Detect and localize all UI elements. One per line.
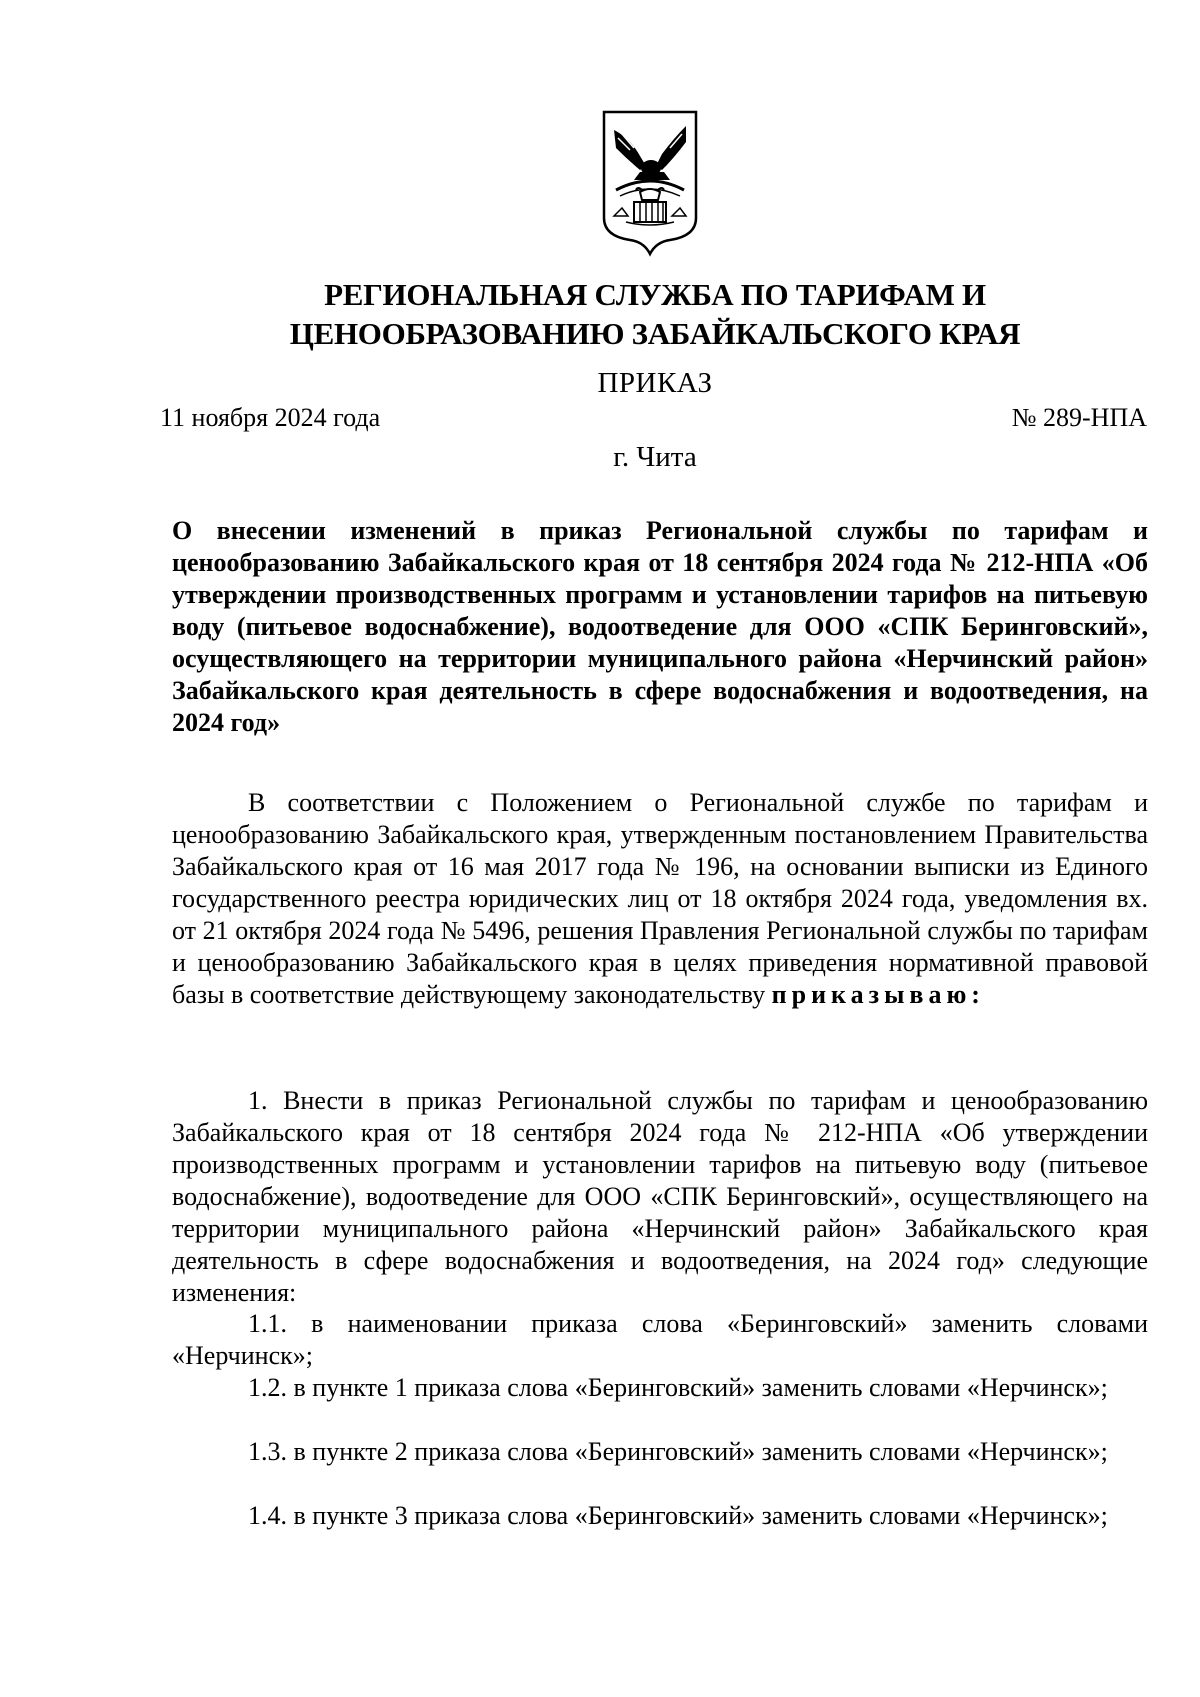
document-type: ПРИКАЗ — [597, 367, 713, 399]
preamble-text: В соответствии с Положением о Региональной службе по тарифам и ценообразованию Забайкальского края, утвержденным постановлением Правительства Забайкальского края от 16 мая 2017 года № 196, на основании выписки из Единого государственного реестра юридических лиц от 18 октября 2024 года, уведомления вх. от 21 октября 2024 года № 5496, решения Правления Региональной службы по тарифам и ценообразованию Забайкальского края в целях приведения нормативной правовой базы в соответствие действующему законодательству — [172, 788, 1148, 1009]
sub-item-1-3: 1.3. в пункте 2 приказа слова «Беринговский» заменить словами «Нерчинск»; — [248, 1437, 1108, 1466]
clause-1-paragraph: 1. Внести в приказ Региональной службы по тарифам и ценообразованию Забайкальского края от 18 сентября 2024 года № 212-НПА «Об утверждении производственных программ и установлении тарифов на питьевую воду (питьевое водоснабжение), водоотведение для ООО «СПК Беринговский», осуществляющего на территории муниципального района «Нерчинский район» Забайкальского края деятельность в сфере водоснабжения и водоотведения, на 2024 год» следующие изменения: — [172, 1086, 1148, 1307]
document-subject: О внесении изменений в приказ Региональной службы по тарифам и ценообразованию Забайкальского края от 18 сентября 2024 года № 212-НПА «Об утверждении производственных программ и установлении тарифов на питьевую воду (питьевое водоснабжение), водоотведение для ООО «СПК Беринговский», осуществляющего на территории муниципального района «Нерчинский район» Забайкальского края деятельность в сфере водоснабжения и водоотведения, на 2024 год» — [172, 516, 1148, 737]
sub-item-1-4: 1.4. в пункте 3 приказа слова «Беринговский» заменить словами «Нерчинск»; — [248, 1501, 1108, 1530]
coat-of-arms-icon — [600, 108, 700, 258]
document-city: г. Чита — [613, 441, 697, 473]
preamble-paragraph — [172, 787, 1148, 1011]
organization-title — [160, 275, 1150, 353]
document-number: № 289-НПА — [1011, 403, 1147, 432]
document-date: 11 ноября 2024 года — [160, 403, 381, 432]
organization-title-line-1: РЕГИОНАЛЬНАЯ СЛУЖБА ПО ТАРИФАМ И — [324, 277, 986, 312]
order-word: приказываю: — [771, 980, 985, 1009]
organization-title-line-2: ЦЕНООБРАЗОВАНИЮ ЗАБАЙКАЛЬСКОГО КРАЯ — [289, 316, 1021, 351]
sub-item-1-2: 1.2. в пункте 1 приказа слова «Беринговский» заменить словами «Нерчинск»; — [248, 1373, 1108, 1402]
sub-item-1-1: 1.1. в наименовании приказа слова «Беринговский» заменить словами «Нерчинск»; — [172, 1309, 1148, 1370]
